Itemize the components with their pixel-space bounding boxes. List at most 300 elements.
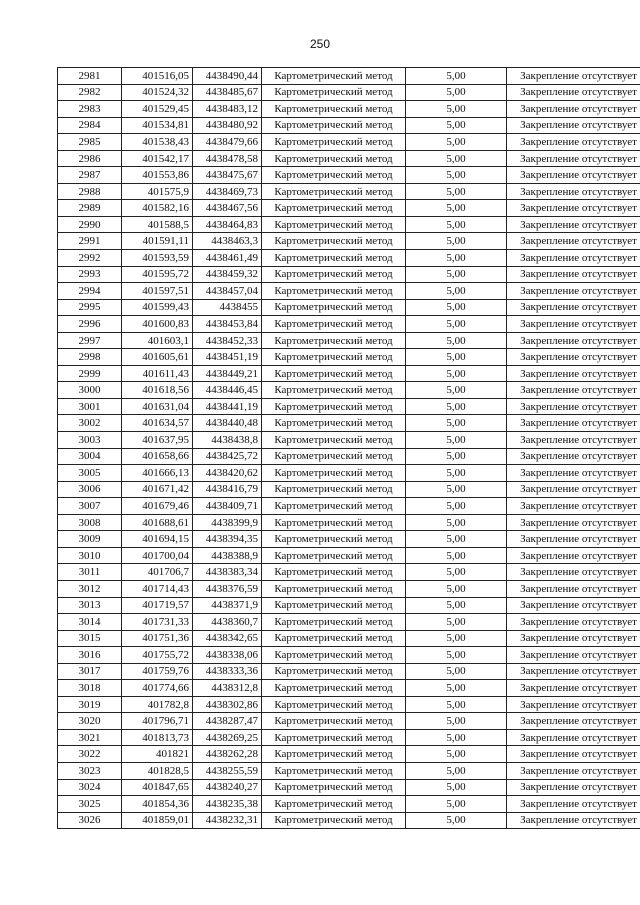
y-coordinate-cell: 4438463,3 <box>193 233 262 250</box>
method-cell: Картометрический метод <box>262 580 406 597</box>
accuracy-cell: 5,00 <box>406 614 507 631</box>
y-coordinate-cell: 4438255,59 <box>193 762 262 779</box>
x-coordinate-cell: 401714,43 <box>122 580 193 597</box>
point-number-cell: 3009 <box>58 531 122 548</box>
method-cell: Картометрический метод <box>262 630 406 647</box>
point-number-cell: 3024 <box>58 779 122 796</box>
fixing-cell: Закрепление отсутствует <box>507 84 640 101</box>
x-coordinate-cell: 401821 <box>122 746 193 763</box>
accuracy-cell: 5,00 <box>406 580 507 597</box>
accuracy-cell: 5,00 <box>406 696 507 713</box>
method-cell: Картометрический метод <box>262 250 406 267</box>
x-coordinate-cell: 401538,43 <box>122 134 193 151</box>
fixing-cell: Закрепление отсутствует <box>507 200 640 217</box>
point-number-cell: 3023 <box>58 762 122 779</box>
table-row <box>58 365 640 382</box>
x-coordinate-cell: 401847,65 <box>122 779 193 796</box>
method-cell: Картометрический метод <box>262 696 406 713</box>
fixing-cell: Закрепление отсутствует <box>507 332 640 349</box>
y-coordinate-cell: 4438464,83 <box>193 216 262 233</box>
x-coordinate-cell: 401593,59 <box>122 250 193 267</box>
table-row <box>58 415 640 432</box>
table-row <box>58 134 640 151</box>
point-number-cell: 3025 <box>58 796 122 813</box>
y-coordinate-cell: 4438467,56 <box>193 200 262 217</box>
point-number-cell: 3018 <box>58 680 122 697</box>
y-coordinate-cell: 4438420,62 <box>193 465 262 482</box>
method-cell: Картометрический метод <box>262 713 406 730</box>
point-number-cell: 3022 <box>58 746 122 763</box>
fixing-cell: Закрепление отсутствует <box>507 514 640 531</box>
accuracy-cell: 5,00 <box>406 299 507 316</box>
fixing-cell: Закрепление отсутствует <box>507 597 640 614</box>
point-number-cell: 3006 <box>58 481 122 498</box>
point-number-cell: 2989 <box>58 200 122 217</box>
point-number-cell: 3012 <box>58 580 122 597</box>
accuracy-cell: 5,00 <box>406 729 507 746</box>
y-coordinate-cell: 4438483,12 <box>193 101 262 118</box>
method-cell: Картометрический метод <box>262 332 406 349</box>
fixing-cell: Закрепление отсутствует <box>507 117 640 134</box>
x-coordinate-cell: 401854,36 <box>122 796 193 813</box>
y-coordinate-cell: 4438342,65 <box>193 630 262 647</box>
accuracy-cell: 5,00 <box>406 663 507 680</box>
x-coordinate-cell: 401658,66 <box>122 448 193 465</box>
point-number-cell: 3008 <box>58 514 122 531</box>
method-cell: Картометрический метод <box>262 200 406 217</box>
x-coordinate-cell: 401599,43 <box>122 299 193 316</box>
x-coordinate-cell: 401524,32 <box>122 84 193 101</box>
point-number-cell: 2994 <box>58 283 122 300</box>
y-coordinate-cell: 4438475,67 <box>193 167 262 184</box>
fixing-cell: Закрепление отсутствует <box>507 183 640 200</box>
fixing-cell: Закрепление отсутствует <box>507 647 640 664</box>
table-row <box>58 68 640 85</box>
table-row <box>58 266 640 283</box>
fixing-cell: Закрепление отсутствует <box>507 398 640 415</box>
table-row <box>58 167 640 184</box>
fixing-cell: Закрепление отсутствует <box>507 713 640 730</box>
point-number-cell: 3014 <box>58 614 122 631</box>
point-number-cell: 3010 <box>58 547 122 564</box>
y-coordinate-cell: 4438425,72 <box>193 448 262 465</box>
y-coordinate-cell: 4438287,47 <box>193 713 262 730</box>
x-coordinate-cell: 401813,73 <box>122 729 193 746</box>
y-coordinate-cell: 4438461,49 <box>193 250 262 267</box>
method-cell: Картометрический метод <box>262 779 406 796</box>
accuracy-cell: 5,00 <box>406 117 507 134</box>
accuracy-cell: 5,00 <box>406 597 507 614</box>
y-coordinate-cell: 4438455 <box>193 299 262 316</box>
method-cell: Картометрический метод <box>262 796 406 813</box>
accuracy-cell: 5,00 <box>406 200 507 217</box>
x-coordinate-cell: 401637,95 <box>122 432 193 449</box>
accuracy-cell: 5,00 <box>406 316 507 333</box>
method-cell: Картометрический метод <box>262 481 406 498</box>
point-number-cell: 3007 <box>58 498 122 515</box>
y-coordinate-cell: 4438440,48 <box>193 415 262 432</box>
accuracy-cell: 5,00 <box>406 216 507 233</box>
y-coordinate-cell: 4438451,19 <box>193 349 262 366</box>
table-row <box>58 481 640 498</box>
y-coordinate-cell: 4438360,7 <box>193 614 262 631</box>
point-number-cell: 3026 <box>58 812 122 829</box>
accuracy-cell: 5,00 <box>406 382 507 399</box>
method-cell: Картометрический метод <box>262 150 406 167</box>
point-number-cell: 2982 <box>58 84 122 101</box>
accuracy-cell: 5,00 <box>406 101 507 118</box>
method-cell: Картометрический метод <box>262 762 406 779</box>
table-row <box>58 448 640 465</box>
x-coordinate-cell: 401618,56 <box>122 382 193 399</box>
point-number-cell: 3004 <box>58 448 122 465</box>
method-cell: Картометрический метод <box>262 365 406 382</box>
y-coordinate-cell: 4438383,34 <box>193 564 262 581</box>
point-number-cell: 2996 <box>58 316 122 333</box>
fixing-cell: Закрепление отсутствует <box>507 382 640 399</box>
table-row <box>58 432 640 449</box>
point-number-cell: 2983 <box>58 101 122 118</box>
fixing-cell: Закрепление отсутствует <box>507 167 640 184</box>
table-row <box>58 332 640 349</box>
table-row <box>58 531 640 548</box>
y-coordinate-cell: 4438338,06 <box>193 647 262 664</box>
table-row <box>58 614 640 631</box>
point-number-cell: 2991 <box>58 233 122 250</box>
point-number-cell: 2995 <box>58 299 122 316</box>
fixing-cell: Закрепление отсутствует <box>507 614 640 631</box>
table-row <box>58 84 640 101</box>
method-cell: Картометрический метод <box>262 729 406 746</box>
x-coordinate-cell: 401751,36 <box>122 630 193 647</box>
table-row <box>58 796 640 813</box>
y-coordinate-cell: 4438302,86 <box>193 696 262 713</box>
coordinates-table <box>57 67 640 829</box>
method-cell: Картометрический метод <box>262 597 406 614</box>
accuracy-cell: 5,00 <box>406 796 507 813</box>
y-coordinate-cell: 4438232,31 <box>193 812 262 829</box>
table-row <box>58 713 640 730</box>
x-coordinate-cell: 401595,72 <box>122 266 193 283</box>
method-cell: Картометрический метод <box>262 183 406 200</box>
accuracy-cell: 5,00 <box>406 448 507 465</box>
y-coordinate-cell: 4438376,59 <box>193 580 262 597</box>
x-coordinate-cell: 401575,9 <box>122 183 193 200</box>
point-number-cell: 2999 <box>58 365 122 382</box>
table-row <box>58 233 640 250</box>
fixing-cell: Закрепление отсутствует <box>507 481 640 498</box>
accuracy-cell: 5,00 <box>406 481 507 498</box>
method-cell: Картометрический метод <box>262 465 406 482</box>
fixing-cell: Закрепление отсутствует <box>507 680 640 697</box>
accuracy-cell: 5,00 <box>406 150 507 167</box>
x-coordinate-cell: 401782,8 <box>122 696 193 713</box>
point-number-cell: 3001 <box>58 398 122 415</box>
fixing-cell: Закрепление отсутствует <box>507 498 640 515</box>
method-cell: Картометрический метод <box>262 647 406 664</box>
x-coordinate-cell: 401671,42 <box>122 481 193 498</box>
accuracy-cell: 5,00 <box>406 415 507 432</box>
table-row <box>58 101 640 118</box>
x-coordinate-cell: 401611,43 <box>122 365 193 382</box>
fixing-cell: Закрепление отсутствует <box>507 216 640 233</box>
y-coordinate-cell: 4438485,67 <box>193 84 262 101</box>
y-coordinate-cell: 4438452,33 <box>193 332 262 349</box>
fixing-cell: Закрепление отсутствует <box>507 349 640 366</box>
table-row <box>58 382 640 399</box>
fixing-cell: Закрепление отсутствует <box>507 415 640 432</box>
point-number-cell: 2987 <box>58 167 122 184</box>
accuracy-cell: 5,00 <box>406 812 507 829</box>
accuracy-cell: 5,00 <box>406 432 507 449</box>
accuracy-cell: 5,00 <box>406 547 507 564</box>
table-row <box>58 729 640 746</box>
method-cell: Картометрический метод <box>262 233 406 250</box>
point-number-cell: 2998 <box>58 349 122 366</box>
accuracy-cell: 5,00 <box>406 746 507 763</box>
y-coordinate-cell: 4438441,19 <box>193 398 262 415</box>
point-number-cell: 3021 <box>58 729 122 746</box>
accuracy-cell: 5,00 <box>406 167 507 184</box>
table-row <box>58 597 640 614</box>
y-coordinate-cell: 4438262,28 <box>193 746 262 763</box>
table-row <box>58 647 640 664</box>
table-row <box>58 680 640 697</box>
y-coordinate-cell: 4438333,36 <box>193 663 262 680</box>
x-coordinate-cell: 401634,57 <box>122 415 193 432</box>
y-coordinate-cell: 4438438,8 <box>193 432 262 449</box>
method-cell: Картометрический метод <box>262 283 406 300</box>
table-row <box>58 299 640 316</box>
fixing-cell: Закрепление отсутствует <box>507 729 640 746</box>
fixing-cell: Закрепление отсутствует <box>507 316 640 333</box>
method-cell: Картометрический метод <box>262 514 406 531</box>
method-cell: Картометрический метод <box>262 382 406 399</box>
point-number-cell: 3013 <box>58 597 122 614</box>
fixing-cell: Закрепление отсутствует <box>507 150 640 167</box>
y-coordinate-cell: 4438479,66 <box>193 134 262 151</box>
fixing-cell: Закрепление отсутствует <box>507 448 640 465</box>
table-row <box>58 216 640 233</box>
point-number-cell: 3015 <box>58 630 122 647</box>
method-cell: Картометрический метод <box>262 812 406 829</box>
point-number-cell: 2984 <box>58 117 122 134</box>
x-coordinate-cell: 401688,61 <box>122 514 193 531</box>
fixing-cell: Закрепление отсутствует <box>507 465 640 482</box>
table-row <box>58 117 640 134</box>
x-coordinate-cell: 401755,72 <box>122 647 193 664</box>
point-number-cell: 2981 <box>58 68 122 85</box>
table-row <box>58 696 640 713</box>
accuracy-cell: 5,00 <box>406 283 507 300</box>
method-cell: Картометрический метод <box>262 680 406 697</box>
y-coordinate-cell: 4438449,21 <box>193 365 262 382</box>
accuracy-cell: 5,00 <box>406 398 507 415</box>
accuracy-cell: 5,00 <box>406 630 507 647</box>
y-coordinate-cell: 4438469,73 <box>193 183 262 200</box>
x-coordinate-cell: 401582,16 <box>122 200 193 217</box>
table-row <box>58 762 640 779</box>
table-row <box>58 398 640 415</box>
method-cell: Картометрический метод <box>262 299 406 316</box>
y-coordinate-cell: 4438480,92 <box>193 117 262 134</box>
y-coordinate-cell: 4438312,8 <box>193 680 262 697</box>
table-row <box>58 498 640 515</box>
point-number-cell: 3003 <box>58 432 122 449</box>
method-cell: Картометрический метод <box>262 349 406 366</box>
fixing-cell: Закрепление отсутствует <box>507 250 640 267</box>
method-cell: Картометрический метод <box>262 101 406 118</box>
fixing-cell: Закрепление отсутствует <box>507 746 640 763</box>
table-row <box>58 630 640 647</box>
accuracy-cell: 5,00 <box>406 779 507 796</box>
fixing-cell: Закрепление отсутствует <box>507 762 640 779</box>
fixing-cell: Закрепление отсутствует <box>507 68 640 85</box>
fixing-cell: Закрепление отсутствует <box>507 134 640 151</box>
table-row <box>58 779 640 796</box>
y-coordinate-cell: 4438388,9 <box>193 547 262 564</box>
x-coordinate-cell: 401597,51 <box>122 283 193 300</box>
y-coordinate-cell: 4438394,35 <box>193 531 262 548</box>
accuracy-cell: 5,00 <box>406 564 507 581</box>
y-coordinate-cell: 4438399,9 <box>193 514 262 531</box>
accuracy-cell: 5,00 <box>406 266 507 283</box>
accuracy-cell: 5,00 <box>406 84 507 101</box>
table-row <box>58 316 640 333</box>
y-coordinate-cell: 4438478,58 <box>193 150 262 167</box>
point-number-cell: 3002 <box>58 415 122 432</box>
accuracy-cell: 5,00 <box>406 531 507 548</box>
coordinates-table-body <box>58 68 640 829</box>
y-coordinate-cell: 4438240,27 <box>193 779 262 796</box>
y-coordinate-cell: 4438416,79 <box>193 481 262 498</box>
x-coordinate-cell: 401588,5 <box>122 216 193 233</box>
table-row <box>58 663 640 680</box>
y-coordinate-cell: 4438409,71 <box>193 498 262 515</box>
y-coordinate-cell: 4438490,44 <box>193 68 262 85</box>
method-cell: Картометрический метод <box>262 663 406 680</box>
table-row <box>58 183 640 200</box>
method-cell: Картометрический метод <box>262 134 406 151</box>
table-row <box>58 580 640 597</box>
method-cell: Картометрический метод <box>262 432 406 449</box>
table-row <box>58 564 640 581</box>
method-cell: Картометрический метод <box>262 564 406 581</box>
x-coordinate-cell: 401600,83 <box>122 316 193 333</box>
table-row <box>58 349 640 366</box>
page-number: 250 <box>309 37 331 51</box>
fixing-cell: Закрепление отсутствует <box>507 564 640 581</box>
fixing-cell: Закрепление отсутствует <box>507 233 640 250</box>
fixing-cell: Закрепление отсутствует <box>507 432 640 449</box>
fixing-cell: Закрепление отсутствует <box>507 266 640 283</box>
fixing-cell: Закрепление отсутствует <box>507 299 640 316</box>
table-row <box>58 812 640 829</box>
table-row <box>58 200 640 217</box>
point-number-cell: 3020 <box>58 713 122 730</box>
x-coordinate-cell: 401631,04 <box>122 398 193 415</box>
table-row <box>58 547 640 564</box>
fixing-cell: Закрепление отсутствует <box>507 531 640 548</box>
method-cell: Картометрический метод <box>262 448 406 465</box>
fixing-cell: Закрепление отсутствует <box>507 779 640 796</box>
point-number-cell: 2990 <box>58 216 122 233</box>
method-cell: Картометрический метод <box>262 746 406 763</box>
x-coordinate-cell: 401591,11 <box>122 233 193 250</box>
x-coordinate-cell: 401759,76 <box>122 663 193 680</box>
method-cell: Картометрический метод <box>262 68 406 85</box>
accuracy-cell: 5,00 <box>406 250 507 267</box>
x-coordinate-cell: 401706,7 <box>122 564 193 581</box>
y-coordinate-cell: 4438453,84 <box>193 316 262 333</box>
fixing-cell: Закрепление отсутствует <box>507 283 640 300</box>
point-number-cell: 2992 <box>58 250 122 267</box>
method-cell: Картометрический метод <box>262 84 406 101</box>
x-coordinate-cell: 401700,04 <box>122 547 193 564</box>
fixing-cell: Закрепление отсутствует <box>507 580 640 597</box>
point-number-cell: 2985 <box>58 134 122 151</box>
y-coordinate-cell: 4438457,04 <box>193 283 262 300</box>
point-number-cell: 2988 <box>58 183 122 200</box>
table-row <box>58 150 640 167</box>
x-coordinate-cell: 401731,33 <box>122 614 193 631</box>
accuracy-cell: 5,00 <box>406 465 507 482</box>
x-coordinate-cell: 401542,17 <box>122 150 193 167</box>
table-row <box>58 283 640 300</box>
x-coordinate-cell: 401679,46 <box>122 498 193 515</box>
accuracy-cell: 5,00 <box>406 134 507 151</box>
method-cell: Картометрический метод <box>262 117 406 134</box>
x-coordinate-cell: 401516,05 <box>122 68 193 85</box>
x-coordinate-cell: 401859,01 <box>122 812 193 829</box>
method-cell: Картометрический метод <box>262 498 406 515</box>
point-number-cell: 3016 <box>58 647 122 664</box>
accuracy-cell: 5,00 <box>406 713 507 730</box>
fixing-cell: Закрепление отсутствует <box>507 796 640 813</box>
fixing-cell: Закрепление отсутствует <box>507 365 640 382</box>
x-coordinate-cell: 401666,13 <box>122 465 193 482</box>
accuracy-cell: 5,00 <box>406 680 507 697</box>
fixing-cell: Закрепление отсутствует <box>507 812 640 829</box>
accuracy-cell: 5,00 <box>406 233 507 250</box>
accuracy-cell: 5,00 <box>406 332 507 349</box>
accuracy-cell: 5,00 <box>406 498 507 515</box>
point-number-cell: 3005 <box>58 465 122 482</box>
x-coordinate-cell: 401603,1 <box>122 332 193 349</box>
accuracy-cell: 5,00 <box>406 183 507 200</box>
x-coordinate-cell: 401774,66 <box>122 680 193 697</box>
x-coordinate-cell: 401553,86 <box>122 167 193 184</box>
y-coordinate-cell: 4438459,32 <box>193 266 262 283</box>
y-coordinate-cell: 4438371,9 <box>193 597 262 614</box>
method-cell: Картометрический метод <box>262 531 406 548</box>
method-cell: Картометрический метод <box>262 614 406 631</box>
fixing-cell: Закрепление отсутствует <box>507 547 640 564</box>
x-coordinate-cell: 401529,45 <box>122 101 193 118</box>
x-coordinate-cell: 401694,15 <box>122 531 193 548</box>
fixing-cell: Закрепление отсутствует <box>507 101 640 118</box>
method-cell: Картометрический метод <box>262 266 406 283</box>
y-coordinate-cell: 4438235,38 <box>193 796 262 813</box>
fixing-cell: Закрепление отсутствует <box>507 630 640 647</box>
point-number-cell: 2986 <box>58 150 122 167</box>
table-row <box>58 514 640 531</box>
x-coordinate-cell: 401796,71 <box>122 713 193 730</box>
method-cell: Картометрический метод <box>262 547 406 564</box>
y-coordinate-cell: 4438269,25 <box>193 729 262 746</box>
method-cell: Картометрический метод <box>262 398 406 415</box>
point-number-cell: 3000 <box>58 382 122 399</box>
